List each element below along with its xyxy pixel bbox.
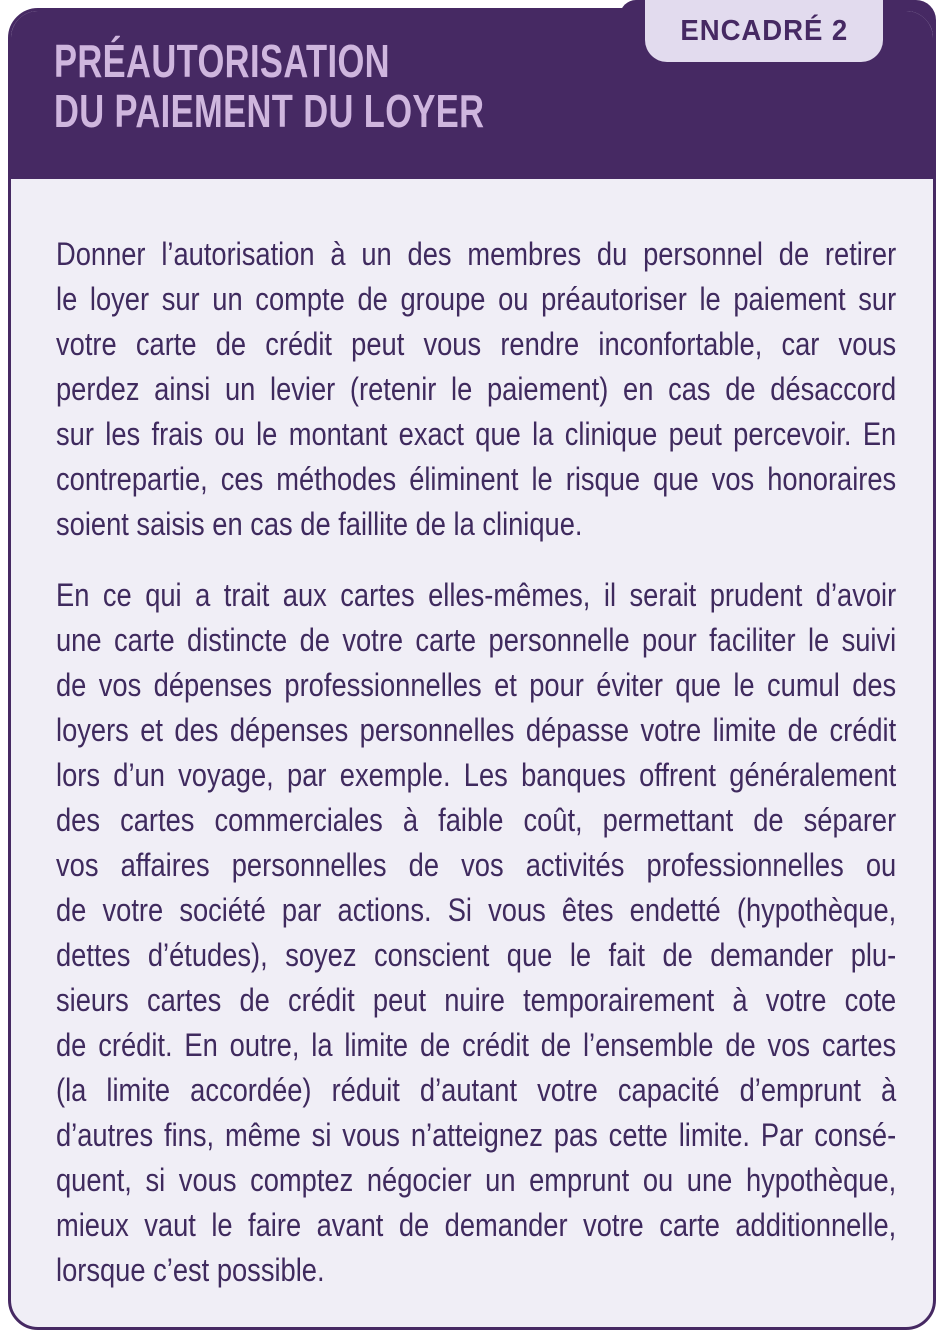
callout-title-line2: DU PAIEMENT DU LOYER: [54, 85, 485, 137]
encadre-badge-label: ENCADRÉ 2: [680, 14, 848, 47]
text-line: dettes d’études), soyez conscient que le fait de demander plu-: [56, 937, 897, 973]
text-line: En ce qui a trait aux cartes elles-mêmes, il serait prudent d’avoir: [56, 577, 897, 613]
text-line: de crédit. En outre, la limite de crédit de l’ensemble de vos cartes: [56, 1027, 897, 1063]
text-line: Donner l’autorisation à un des membres du personnel de retirer: [56, 236, 897, 272]
paragraph-2: [56, 573, 896, 1293]
encadre-badge: [645, 0, 883, 62]
callout-box: [8, 8, 936, 1330]
callout-title-line1: PRÉAUTORISATION: [54, 35, 390, 87]
text-line: lors d’un voyage, par exemple. Les banques offrent généralement: [56, 757, 897, 793]
paragraph-1: [56, 232, 896, 547]
text-line: de vos dépenses professionnelles et pour éviter que le cumul des: [56, 667, 897, 703]
text-line: (la limite accordée) réduit d’autant votre capacité d’emprunt à: [56, 1072, 897, 1108]
text-line: contrepartie, ces méthodes éliminent le risque que vos honoraires: [56, 461, 897, 497]
text-line: sur les frais ou le montant exact que la clinique peut percevoir. En: [56, 416, 897, 452]
text-line: de votre société par actions. Si vous êtes endetté (hypothèque,: [56, 892, 897, 928]
text-line: perdez ainsi un levier (retenir le paiement) en cas de désaccord: [56, 371, 897, 407]
text-line: sieurs cartes de crédit peut nuire temporairement à votre cote: [56, 982, 897, 1018]
text-line: quent, si vous comptez négocier un emprunt ou une hypothèque,: [56, 1162, 897, 1198]
text-line: des cartes commerciales à faible coût, permettant de séparer: [56, 802, 897, 838]
text-line: d’autres fins, même si vous n’atteignez pas cette limite. Par consé-: [56, 1117, 897, 1153]
callout-title: [54, 36, 484, 136]
text-line: une carte distincte de votre carte personnelle pour faciliter le suivi: [56, 622, 897, 658]
text-line: le loyer sur un compte de groupe ou préautoriser le paiement sur: [56, 281, 897, 317]
text-line: vos affaires personnelles de vos activités professionnelles ou: [56, 847, 897, 883]
text-line: lorsque c’est possible.: [56, 1252, 325, 1288]
text-line: votre carte de crédit peut vous rendre inconfortable, car vous: [56, 326, 897, 362]
callout-body: [56, 179, 896, 1319]
text-line: mieux vaut le faire avant de demander votre carte additionnelle,: [56, 1207, 897, 1243]
text-line: soient saisis en cas de faillite de la clinique.: [56, 506, 583, 542]
text-line: loyers et des dépenses personnelles dépasse votre limite de crédit: [56, 712, 897, 748]
